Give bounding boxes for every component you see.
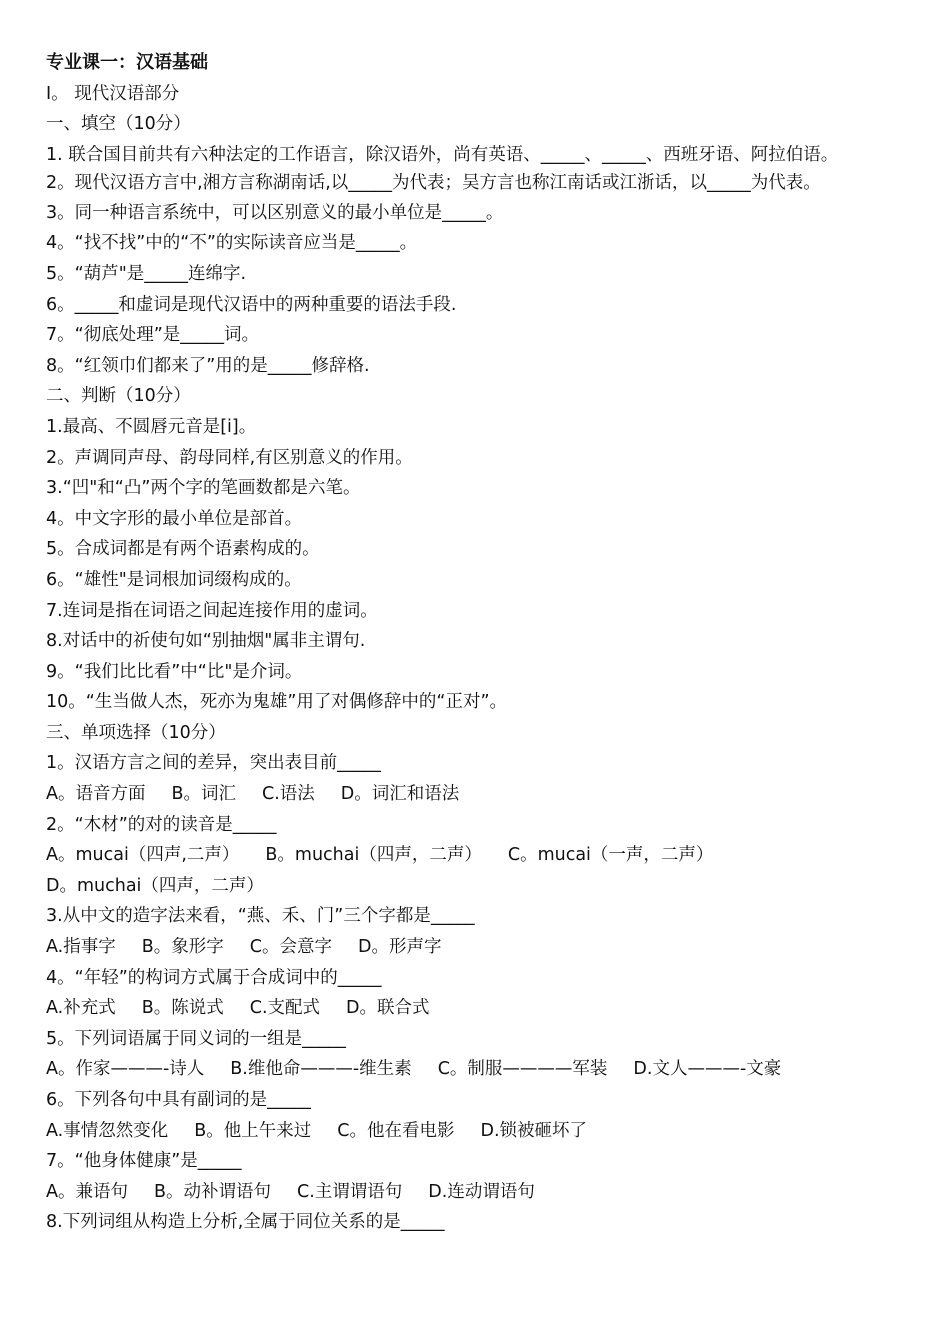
choice-options [46, 1054, 906, 1085]
choice-question: 5。下列词语属于同义词的一组是_____ [46, 1028, 346, 1049]
choice-option: B.维他命———-维生素 [230, 1059, 412, 1080]
true-false-item: 5。合成词都是有两个语素构成的。 [46, 539, 320, 560]
fill-blank-item: 4。“找不找”中的“不”的实际读音应当是_____。 [46, 233, 418, 254]
choice-option: C。他在看电影 [337, 1120, 455, 1141]
choice-option: A.指事字 [46, 937, 116, 958]
true-false-item: 3.“凹"和“凸”两个字的笔画数都是六笔。 [46, 478, 361, 499]
fill-blank-item: 2。现代汉语方言中,湘方言称湖南话,以_____为代表；吴方言也称江南话或江浙话，以_____为代表。 [46, 172, 821, 193]
true-false-item: 1.最高、不圆唇元音是[i]。 [46, 416, 257, 437]
section-heading-multiple-choice: 三、单项选择（10分） [46, 722, 226, 743]
document-title: 专业课一：汉语基础 [46, 52, 208, 73]
choice-option: C.支配式 [249, 998, 321, 1019]
choice-question: 8.下列词组从构造上分析,全属于同位关系的是_____ [46, 1212, 445, 1233]
choice-question: 7。“他身体健康”是_____ [46, 1151, 242, 1172]
choice-options [46, 1116, 906, 1147]
choice-option: C.语法 [262, 784, 315, 805]
choice-option: D.文人———-文豪 [633, 1059, 782, 1080]
choice-question: 4。“年轻”的构词方式属于合成词中的_____ [46, 967, 382, 988]
choice-options-continued [46, 871, 906, 902]
section-heading-true-false: 二、判断（10分） [46, 386, 191, 407]
choice-option: A。语音方面 [46, 784, 146, 805]
true-false-item: 9。“我们比比看”中“比"是介词。 [46, 661, 303, 682]
choice-option: C.主谓谓语句 [297, 1181, 403, 1202]
choice-option: B。muchai（四声，二声） [265, 845, 482, 866]
choice-options [46, 993, 906, 1024]
choice-option: D.连动谓语句 [428, 1181, 535, 1202]
fill-blank-item: 1. 联合国目前共有六种法定的工作语言，除汉语外，尚有英语、_____、_____、西班牙语、阿拉伯语。 [46, 144, 839, 165]
document-page [46, 48, 906, 1238]
choice-option: A。作家———-诗人 [46, 1059, 205, 1080]
fill-blank-item: 3。同一种语言系统中，可以区别意义的最小单位是_____。 [46, 202, 504, 223]
choice-option: B。词汇 [171, 784, 236, 805]
choice-option: C。会意字 [249, 937, 332, 958]
choice-option: D.锁被砸坏了 [480, 1120, 588, 1141]
true-false-item: 4。中文字形的最小单位是部首。 [46, 508, 303, 529]
choice-option: A。mucai（四声,二声） [46, 845, 240, 866]
fill-blank-item: 7。“彻底处理”是_____词。 [46, 325, 260, 346]
true-false-item: 10。“生当做人杰，死亦为鬼雄”用了对偶修辞中的“正对”。 [46, 692, 508, 713]
fill-blank-item: 8。“红领巾们都来了”用的是_____修辞格. [46, 355, 370, 376]
choice-options [46, 840, 906, 871]
choice-question: 3.从中文的造字法来看，“燕、禾、门”三个字都是_____ [46, 906, 475, 927]
choice-option: A.补充式 [46, 998, 116, 1019]
choice-options [46, 932, 906, 963]
true-false-item: 6。“雄性"是词根加词缀构成的。 [46, 569, 302, 590]
fill-blank-item: 6。_____和虚词是现代汉语中的两种重要的语法手段. [46, 294, 457, 315]
choice-option: C。制服————军装 [437, 1059, 608, 1080]
choice-question: 1。汉语方言之间的差异，突出表目前_____ [46, 753, 381, 774]
choice-option: A.事情忽然变化 [46, 1120, 169, 1141]
choice-option: B。陈说式 [141, 998, 224, 1019]
choice-option: B。象形字 [141, 937, 224, 958]
fill-blank-item: 5。“葫芦"是_____连绵字. [46, 263, 247, 284]
choice-options [46, 779, 906, 810]
section-heading-fill-blank: 一、填空（10分） [46, 114, 191, 135]
choice-option: D。词汇和语法 [340, 784, 460, 805]
choice-option: A。兼语句 [46, 1181, 128, 1202]
choice-option: B。动补谓语句 [153, 1181, 271, 1202]
part-heading: I。 现代汉语部分 [46, 83, 180, 104]
choice-option: C。mucai（一声，二声） [507, 845, 714, 866]
choice-option: D。形声字 [357, 937, 442, 958]
choice-option: D。muchai（四声，二声） [46, 875, 264, 896]
choice-option: D。联合式 [346, 998, 430, 1019]
choice-options [46, 1177, 906, 1208]
choice-question: 6。下列各句中具有副词的是_____ [46, 1090, 311, 1110]
true-false-item: 8.对话中的祈使句如“别抽烟"属非主谓句. [46, 631, 366, 652]
choice-option: B。他上午来过 [194, 1120, 312, 1141]
true-false-item: 2。声调同声母、韵母同样,有区别意义的作用。 [46, 447, 413, 468]
true-false-item: 7.连词是指在词语之间起连接作用的虚词。 [46, 600, 378, 621]
choice-question: 2。“木材”的对的读音是_____ [46, 814, 277, 835]
